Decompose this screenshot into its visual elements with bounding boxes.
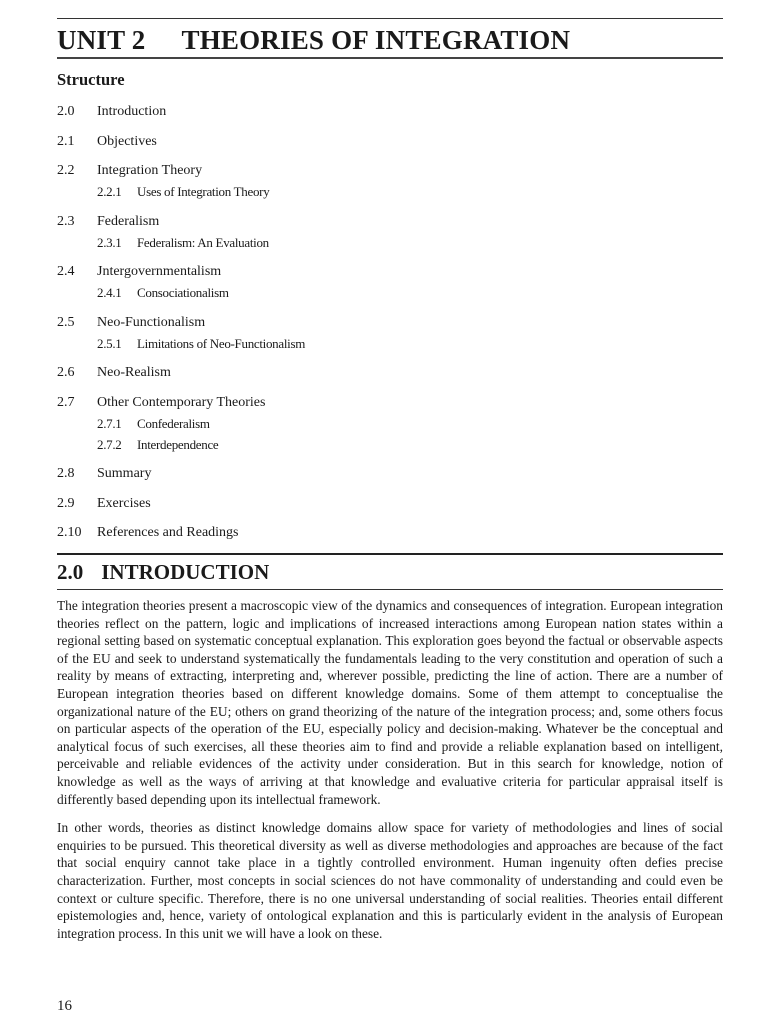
toc-number: 2.6 [57, 365, 75, 380]
toc-sub-number: 2.7.1 [97, 415, 122, 431]
toc-label: References and Readings [97, 525, 239, 540]
structure-heading: Structure [57, 70, 125, 89]
toc-number: 2.0 [57, 104, 75, 119]
toc-label: Neo-Functionalism [97, 314, 206, 330]
toc-label: Other Contemporary Theories [97, 394, 266, 410]
toc-label: Integration Theory [97, 163, 203, 178]
toc-sub-label: Confederalism [137, 415, 210, 431]
toc-subitem [57, 232, 723, 253]
header-rule-top [57, 18, 723, 19]
toc-subitem [57, 282, 723, 303]
toc-number: 2.3 [57, 213, 75, 229]
paragraph: In other words, theories as distinct knowledge domains allow space for variety of methodologies and lines of social enquiries to be pursued. This theoretical diversity as well as diverse methodologies and approaches are because of the fact that social enquiry cannot take place in a tightly controlled environment. Human ingenuity often defies precise characterization. Further, most concepts in social sciences do not have commonality of understanding and could even be context or culture specific. Therefore, there is no one universal understanding of social realities. Theories entail different epistemologies and, hence, variety of ontological explanation and this is particularly evident in the analysis of European integration process. In this unit we will have a look on these. [57, 820, 723, 941]
page-number: 16 [57, 998, 72, 1014]
toc-sub-label: Federalism: An Evaluation [137, 234, 269, 250]
toc-item [57, 362, 723, 392]
header-rule-bottom [57, 57, 723, 59]
introduction-header [57, 553, 723, 590]
unit-header [57, 18, 723, 59]
toc-number: 2.2 [57, 163, 75, 178]
toc-sub-label: Uses of Integration Theory [137, 184, 270, 199]
toc-item [57, 131, 723, 161]
toc-item [57, 493, 723, 523]
section-title [57, 560, 723, 584]
section-title-text: INTRODUCTION [101, 560, 270, 584]
table-of-contents [57, 101, 723, 552]
toc-sub-number: 2.5.1 [97, 335, 122, 351]
toc-sub-number: 2.4.1 [97, 285, 122, 300]
intro-rule-top [57, 553, 723, 555]
toc-item [57, 101, 723, 131]
introduction-body [57, 597, 723, 953]
toc-number: 2.8 [57, 466, 75, 481]
toc-item [57, 463, 723, 493]
toc-label: Introduction [97, 104, 167, 119]
toc-subitem [57, 333, 723, 354]
toc-number: 2.4 [57, 264, 75, 279]
toc-sub-label: Consociationalism [137, 285, 229, 300]
toc-subitem [57, 434, 723, 455]
toc-number: 2.9 [57, 495, 75, 511]
toc-subitem [57, 181, 723, 202]
toc-item [57, 160, 723, 211]
toc-label: Jntergovernmentalism [97, 264, 222, 279]
toc-subitem [57, 413, 723, 434]
toc-item [57, 522, 723, 552]
toc-number: 2.10 [57, 525, 82, 540]
unit-number: UNIT 2 [57, 25, 146, 55]
intro-rule-bottom [57, 589, 723, 590]
toc-label: Objectives [97, 133, 157, 149]
toc-item [57, 261, 723, 312]
toc-number: 2.7 [57, 394, 75, 410]
toc-sub-number: 2.7.2 [97, 436, 122, 452]
toc-sub-number: 2.3.1 [97, 234, 122, 250]
toc-number: 2.5 [57, 314, 75, 330]
toc-item [57, 312, 723, 363]
toc-sub-label: Limitations of Neo-Functionalism [137, 335, 306, 351]
unit-title [57, 25, 723, 55]
toc-item [57, 211, 723, 262]
toc-label: Summary [97, 466, 152, 481]
unit-title-text: THEORIES OF INTEGRATION [181, 25, 571, 55]
toc-sub-label: Interdependence [137, 436, 219, 452]
toc-label: Neo-Realism [97, 365, 171, 380]
section-number: 2.0 [57, 560, 84, 584]
toc-number: 2.1 [57, 133, 75, 149]
toc-sub-number: 2.2.1 [97, 184, 122, 199]
paragraph: The integration theories present a macroscopic view of the dynamics and consequences of integration. European integration theories reflect on the pattern, logic and implications of increased interactions among European nation states within a regional setting based on systematic conceptual explanation. This exploration goes beyond the factual or observable aspects of the EU and seek to understand systematically the fundamentals leading to the very constitution and operation of such a reality by means of extracting, interpreting and, wherever possible, predicting the line of action. There are a number of European integration theories based on different knowledge domains. Some of them attempt to conceptualise the organizational nature of the EU; others on grand theorizing of the nature of the integration process; and, some others focus on particular aspects of the operation of the EU, especially policy and decision-making. Whatever be the conceptual and analytical focus of such exercises, all these theories aim to find and provide a reliable explanation based on intelligent, perceivable and reliable evidences of the activity under consideration. But in this search for knowledge, notion of knowledge as well as the ways of arriving at that knowledge and evaluative criteria for particular appraisal itself is differently based depending upon its intellectual framework. [57, 598, 723, 807]
toc-label: Exercises [97, 495, 151, 511]
toc-item [57, 392, 723, 464]
toc-label: Federalism [97, 213, 160, 229]
